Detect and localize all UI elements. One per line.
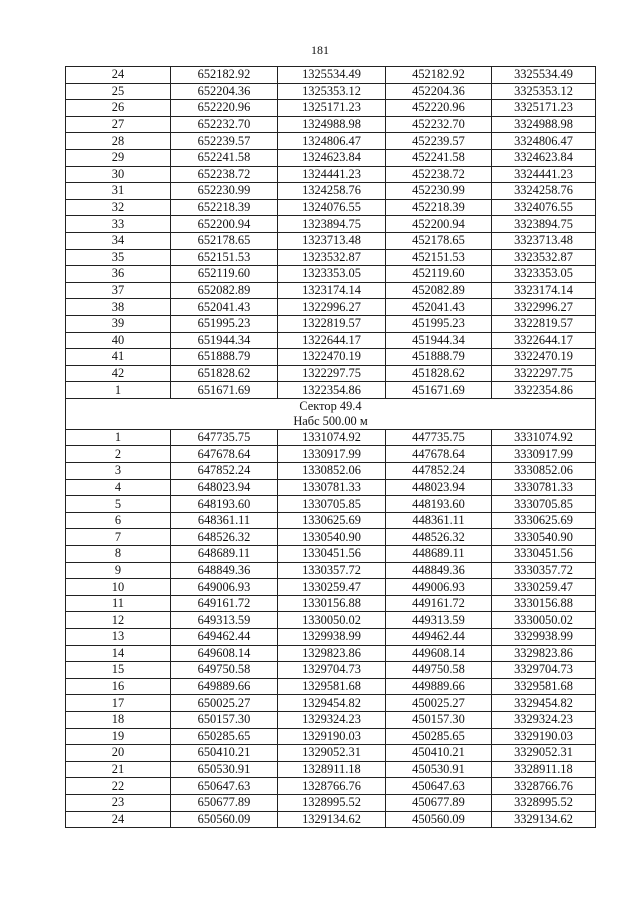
cell-x-msk: 452119.60 <box>386 266 492 283</box>
cell-y-msk: 3330917.99 <box>492 446 596 463</box>
cell-y-local: 1322297.75 <box>278 365 386 382</box>
cell-x-local: 648689.11 <box>171 546 278 563</box>
cell-x-msk: 448023.94 <box>386 479 492 496</box>
cell-x-local: 652182.92 <box>171 67 278 84</box>
cell-point-number: 41 <box>66 349 171 366</box>
cell-x-local: 648023.94 <box>171 479 278 496</box>
cell-point-number: 1 <box>66 429 171 446</box>
table-row <box>66 728 596 745</box>
cell-x-local: 649889.66 <box>171 678 278 695</box>
table-row <box>66 778 596 795</box>
cell-y-msk: 3330050.02 <box>492 612 596 629</box>
cell-point-number: 14 <box>66 645 171 662</box>
cell-y-local: 1329134.62 <box>278 811 386 828</box>
cell-x-local: 649750.58 <box>171 662 278 679</box>
cell-y-local: 1322644.17 <box>278 332 386 349</box>
cell-x-msk: 451995.23 <box>386 315 492 332</box>
cell-x-local: 650025.27 <box>171 695 278 712</box>
table-row <box>66 745 596 762</box>
cell-point-number: 30 <box>66 166 171 183</box>
table-row <box>66 166 596 183</box>
cell-x-msk: 452230.99 <box>386 183 492 200</box>
cell-y-msk: 3329704.73 <box>492 662 596 679</box>
cell-y-local: 1325353.12 <box>278 83 386 100</box>
cell-point-number: 2 <box>66 446 171 463</box>
cell-x-local: 649313.59 <box>171 612 278 629</box>
cell-point-number: 15 <box>66 662 171 679</box>
cell-x-local: 651888.79 <box>171 349 278 366</box>
cell-y-local: 1323532.87 <box>278 249 386 266</box>
cell-point-number: 28 <box>66 133 171 150</box>
table-row <box>66 496 596 513</box>
cell-x-msk: 448361.11 <box>386 512 492 529</box>
cell-y-local: 1330357.72 <box>278 562 386 579</box>
cell-y-local: 1323713.48 <box>278 232 386 249</box>
table-row <box>66 579 596 596</box>
cell-x-local: 648193.60 <box>171 496 278 513</box>
table-row <box>66 463 596 480</box>
table-row <box>66 382 596 399</box>
cell-point-number: 5 <box>66 496 171 513</box>
cell-x-msk: 448526.32 <box>386 529 492 546</box>
cell-y-msk: 3322644.17 <box>492 332 596 349</box>
cell-y-local: 1329938.99 <box>278 629 386 646</box>
cell-point-number: 37 <box>66 282 171 299</box>
cell-point-number: 39 <box>66 315 171 332</box>
cell-x-local: 652178.65 <box>171 232 278 249</box>
table-row <box>66 349 596 366</box>
cell-x-local: 651995.23 <box>171 315 278 332</box>
cell-y-local: 1328766.76 <box>278 778 386 795</box>
cell-x-msk: 449462.44 <box>386 629 492 646</box>
cell-y-local: 1322470.19 <box>278 349 386 366</box>
cell-y-msk: 3322297.75 <box>492 365 596 382</box>
cell-y-local: 1323894.75 <box>278 216 386 233</box>
cell-y-local: 1324623.84 <box>278 149 386 166</box>
section-subtitle: Набс 500.00 м <box>293 413 368 428</box>
cell-point-number: 12 <box>66 612 171 629</box>
cell-point-number: 7 <box>66 529 171 546</box>
cell-y-local: 1329190.03 <box>278 728 386 745</box>
cell-y-msk: 3329454.82 <box>492 695 596 712</box>
cell-y-msk: 3329581.68 <box>492 678 596 695</box>
cell-x-local: 650560.09 <box>171 811 278 828</box>
cell-x-msk: 452204.36 <box>386 83 492 100</box>
cell-point-number: 19 <box>66 728 171 745</box>
cell-y-local: 1324076.55 <box>278 199 386 216</box>
table-row <box>66 232 596 249</box>
section-header <box>66 398 596 429</box>
cell-x-local: 649462.44 <box>171 629 278 646</box>
table-row <box>66 315 596 332</box>
cell-x-msk: 447852.24 <box>386 463 492 480</box>
cell-x-local: 650677.89 <box>171 794 278 811</box>
table-row <box>66 266 596 283</box>
cell-y-msk: 3329052.31 <box>492 745 596 762</box>
cell-y-local: 1324988.98 <box>278 116 386 133</box>
cell-y-msk: 3329823.86 <box>492 645 596 662</box>
table-row <box>66 299 596 316</box>
cell-y-msk: 3330852.06 <box>492 463 596 480</box>
cell-y-local: 1329052.31 <box>278 745 386 762</box>
cell-y-msk: 3323532.87 <box>492 249 596 266</box>
cell-point-number: 20 <box>66 745 171 762</box>
coordinates-table <box>65 66 596 828</box>
cell-y-local: 1322354.86 <box>278 382 386 399</box>
table-row <box>66 429 596 446</box>
cell-point-number: 25 <box>66 83 171 100</box>
table-row <box>66 67 596 84</box>
cell-y-local: 1324441.23 <box>278 166 386 183</box>
cell-y-msk: 3331074.92 <box>492 429 596 446</box>
cell-y-msk: 3325534.49 <box>492 67 596 84</box>
cell-y-local: 1330917.99 <box>278 446 386 463</box>
cell-x-local: 652232.70 <box>171 116 278 133</box>
cell-y-local: 1329324.23 <box>278 711 386 728</box>
cell-point-number: 22 <box>66 778 171 795</box>
cell-x-msk: 450647.63 <box>386 778 492 795</box>
cell-y-msk: 3324441.23 <box>492 166 596 183</box>
cell-y-local: 1329454.82 <box>278 695 386 712</box>
cell-x-local: 651944.34 <box>171 332 278 349</box>
cell-y-local: 1330156.88 <box>278 595 386 612</box>
table-row <box>66 446 596 463</box>
table-row <box>66 562 596 579</box>
cell-y-msk: 3329190.03 <box>492 728 596 745</box>
cell-y-msk: 3324076.55 <box>492 199 596 216</box>
cell-x-msk: 449608.14 <box>386 645 492 662</box>
table-row <box>66 529 596 546</box>
cell-point-number: 33 <box>66 216 171 233</box>
table-row <box>66 662 596 679</box>
cell-x-local: 652082.89 <box>171 282 278 299</box>
cell-y-local: 1323174.14 <box>278 282 386 299</box>
cell-y-local: 1329704.73 <box>278 662 386 679</box>
cell-x-msk: 451671.69 <box>386 382 492 399</box>
cell-point-number: 23 <box>66 794 171 811</box>
section-cell <box>66 398 596 429</box>
cell-y-local: 1330625.69 <box>278 512 386 529</box>
table-row <box>66 595 596 612</box>
cell-x-local: 652218.39 <box>171 199 278 216</box>
table-row <box>66 711 596 728</box>
cell-x-local: 652204.36 <box>171 83 278 100</box>
cell-x-msk: 449750.58 <box>386 662 492 679</box>
cell-point-number: 40 <box>66 332 171 349</box>
cell-x-msk: 452200.94 <box>386 216 492 233</box>
cell-x-msk: 452151.53 <box>386 249 492 266</box>
cell-x-msk: 451828.62 <box>386 365 492 382</box>
cell-y-local: 1324806.47 <box>278 133 386 150</box>
cell-y-local: 1322996.27 <box>278 299 386 316</box>
cell-x-local: 652220.96 <box>171 100 278 117</box>
cell-y-local: 1330852.06 <box>278 463 386 480</box>
cell-point-number: 24 <box>66 67 171 84</box>
cell-x-msk: 449161.72 <box>386 595 492 612</box>
cell-x-msk: 451888.79 <box>386 349 492 366</box>
cell-y-local: 1330540.90 <box>278 529 386 546</box>
cell-x-msk: 448689.11 <box>386 546 492 563</box>
cell-x-local: 648526.32 <box>171 529 278 546</box>
cell-x-msk: 450410.21 <box>386 745 492 762</box>
cell-point-number: 3 <box>66 463 171 480</box>
cell-x-msk: 452182.92 <box>386 67 492 84</box>
cell-y-msk: 3330705.85 <box>492 496 596 513</box>
cell-y-msk: 3323353.05 <box>492 266 596 283</box>
table-row <box>66 100 596 117</box>
cell-x-msk: 448849.36 <box>386 562 492 579</box>
page-number: 181 <box>311 43 329 57</box>
cell-y-local: 1330259.47 <box>278 579 386 596</box>
cell-point-number: 16 <box>66 678 171 695</box>
table-row <box>66 199 596 216</box>
cell-x-local: 648361.11 <box>171 512 278 529</box>
cell-x-msk: 452238.72 <box>386 166 492 183</box>
cell-x-msk: 449006.93 <box>386 579 492 596</box>
cell-point-number: 6 <box>66 512 171 529</box>
table-row <box>66 365 596 382</box>
cell-x-local: 649161.72 <box>171 595 278 612</box>
cell-y-msk: 3329938.99 <box>492 629 596 646</box>
table-row <box>66 612 596 629</box>
cell-y-msk: 3324988.98 <box>492 116 596 133</box>
cell-x-local: 648849.36 <box>171 562 278 579</box>
cell-y-msk: 3328995.52 <box>492 794 596 811</box>
cell-point-number: 38 <box>66 299 171 316</box>
cell-x-msk: 450157.30 <box>386 711 492 728</box>
cell-x-msk: 452218.39 <box>386 199 492 216</box>
cell-x-local: 650530.91 <box>171 761 278 778</box>
cell-x-msk: 452241.58 <box>386 149 492 166</box>
cell-y-msk: 3325353.12 <box>492 83 596 100</box>
cell-point-number: 42 <box>66 365 171 382</box>
cell-y-msk: 3330781.33 <box>492 479 596 496</box>
cell-x-msk: 452041.43 <box>386 299 492 316</box>
table-row <box>66 216 596 233</box>
table-row <box>66 761 596 778</box>
cell-point-number: 1 <box>66 382 171 399</box>
cell-x-local: 652230.99 <box>171 183 278 200</box>
cell-y-msk: 3322354.86 <box>492 382 596 399</box>
table-row <box>66 629 596 646</box>
table-row <box>66 282 596 299</box>
cell-x-msk: 450530.91 <box>386 761 492 778</box>
cell-point-number: 27 <box>66 116 171 133</box>
cell-x-local: 650647.63 <box>171 778 278 795</box>
cell-y-local: 1330781.33 <box>278 479 386 496</box>
cell-point-number: 4 <box>66 479 171 496</box>
cell-point-number: 21 <box>66 761 171 778</box>
table-row <box>66 479 596 496</box>
cell-x-msk: 450285.65 <box>386 728 492 745</box>
cell-x-msk: 450677.89 <box>386 794 492 811</box>
cell-point-number: 26 <box>66 100 171 117</box>
cell-y-msk: 3323894.75 <box>492 216 596 233</box>
coordinates-block-1 <box>66 67 596 399</box>
cell-x-local: 650285.65 <box>171 728 278 745</box>
section-title: Сектор 49.4 <box>299 398 362 413</box>
cell-y-local: 1324258.76 <box>278 183 386 200</box>
cell-x-msk: 452082.89 <box>386 282 492 299</box>
cell-y-msk: 3330540.90 <box>492 529 596 546</box>
table-row <box>66 116 596 133</box>
table-row <box>66 149 596 166</box>
table-row <box>66 695 596 712</box>
cell-x-local: 652200.94 <box>171 216 278 233</box>
cell-y-msk: 3330451.56 <box>492 546 596 563</box>
cell-point-number: 18 <box>66 711 171 728</box>
table-row <box>66 249 596 266</box>
cell-x-local: 650410.21 <box>171 745 278 762</box>
cell-y-local: 1328911.18 <box>278 761 386 778</box>
cell-y-msk: 3330259.47 <box>492 579 596 596</box>
cell-point-number: 29 <box>66 149 171 166</box>
cell-y-local: 1330050.02 <box>278 612 386 629</box>
cell-y-msk: 3329134.62 <box>492 811 596 828</box>
coordinates-block-2 <box>66 429 596 827</box>
cell-point-number: 17 <box>66 695 171 712</box>
cell-x-msk: 449313.59 <box>386 612 492 629</box>
cell-x-msk: 447678.64 <box>386 446 492 463</box>
cell-y-local: 1328995.52 <box>278 794 386 811</box>
cell-x-msk: 450560.09 <box>386 811 492 828</box>
table-row <box>66 811 596 828</box>
cell-y-local: 1329823.86 <box>278 645 386 662</box>
cell-x-local: 652239.57 <box>171 133 278 150</box>
cell-point-number: 36 <box>66 266 171 283</box>
cell-point-number: 8 <box>66 546 171 563</box>
cell-y-msk: 3323713.48 <box>492 232 596 249</box>
cell-y-msk: 3330357.72 <box>492 562 596 579</box>
cell-x-local: 649608.14 <box>171 645 278 662</box>
cell-y-msk: 3322819.57 <box>492 315 596 332</box>
cell-y-msk: 3324623.84 <box>492 149 596 166</box>
cell-y-msk: 3322470.19 <box>492 349 596 366</box>
table-row <box>66 83 596 100</box>
table-row <box>66 794 596 811</box>
cell-x-local: 652238.72 <box>171 166 278 183</box>
cell-x-msk: 452239.57 <box>386 133 492 150</box>
table-row <box>66 133 596 150</box>
cell-y-local: 1329581.68 <box>278 678 386 695</box>
cell-x-local: 652151.53 <box>171 249 278 266</box>
cell-point-number: 31 <box>66 183 171 200</box>
cell-point-number: 10 <box>66 579 171 596</box>
cell-x-msk: 452220.96 <box>386 100 492 117</box>
cell-x-local: 650157.30 <box>171 711 278 728</box>
cell-y-local: 1325171.23 <box>278 100 386 117</box>
cell-y-msk: 3323174.14 <box>492 282 596 299</box>
cell-y-msk: 3324806.47 <box>492 133 596 150</box>
cell-y-msk: 3325171.23 <box>492 100 596 117</box>
cell-point-number: 24 <box>66 811 171 828</box>
cell-point-number: 11 <box>66 595 171 612</box>
cell-point-number: 35 <box>66 249 171 266</box>
cell-y-local: 1330705.85 <box>278 496 386 513</box>
cell-y-msk: 3328766.76 <box>492 778 596 795</box>
table-row <box>66 332 596 349</box>
cell-x-local: 652041.43 <box>171 299 278 316</box>
cell-y-msk: 3322996.27 <box>492 299 596 316</box>
cell-x-local: 652241.58 <box>171 149 278 166</box>
cell-point-number: 13 <box>66 629 171 646</box>
cell-x-msk: 450025.27 <box>386 695 492 712</box>
cell-x-local: 652119.60 <box>171 266 278 283</box>
cell-y-msk: 3324258.76 <box>492 183 596 200</box>
cell-x-local: 647678.64 <box>171 446 278 463</box>
cell-y-local: 1322819.57 <box>278 315 386 332</box>
cell-x-local: 647852.24 <box>171 463 278 480</box>
cell-y-msk: 3328911.18 <box>492 761 596 778</box>
table-row <box>66 183 596 200</box>
table-row <box>66 678 596 695</box>
table-row <box>66 546 596 563</box>
cell-x-msk: 448193.60 <box>386 496 492 513</box>
cell-y-local: 1330451.56 <box>278 546 386 563</box>
table-row <box>66 645 596 662</box>
cell-x-local: 647735.75 <box>171 429 278 446</box>
cell-x-msk: 447735.75 <box>386 429 492 446</box>
cell-y-local: 1331074.92 <box>278 429 386 446</box>
cell-y-msk: 3330625.69 <box>492 512 596 529</box>
cell-x-msk: 452232.70 <box>386 116 492 133</box>
cell-y-msk: 3330156.88 <box>492 595 596 612</box>
table-row <box>66 512 596 529</box>
cell-y-local: 1323353.05 <box>278 266 386 283</box>
cell-x-local: 649006.93 <box>171 579 278 596</box>
cell-x-local: 651828.62 <box>171 365 278 382</box>
cell-x-msk: 451944.34 <box>386 332 492 349</box>
cell-y-msk: 3329324.23 <box>492 711 596 728</box>
cell-x-msk: 449889.66 <box>386 678 492 695</box>
cell-point-number: 34 <box>66 232 171 249</box>
cell-y-local: 1325534.49 <box>278 67 386 84</box>
cell-x-msk: 452178.65 <box>386 232 492 249</box>
cell-point-number: 9 <box>66 562 171 579</box>
cell-x-local: 651671.69 <box>171 382 278 399</box>
cell-point-number: 32 <box>66 199 171 216</box>
section-header-row <box>66 398 596 429</box>
